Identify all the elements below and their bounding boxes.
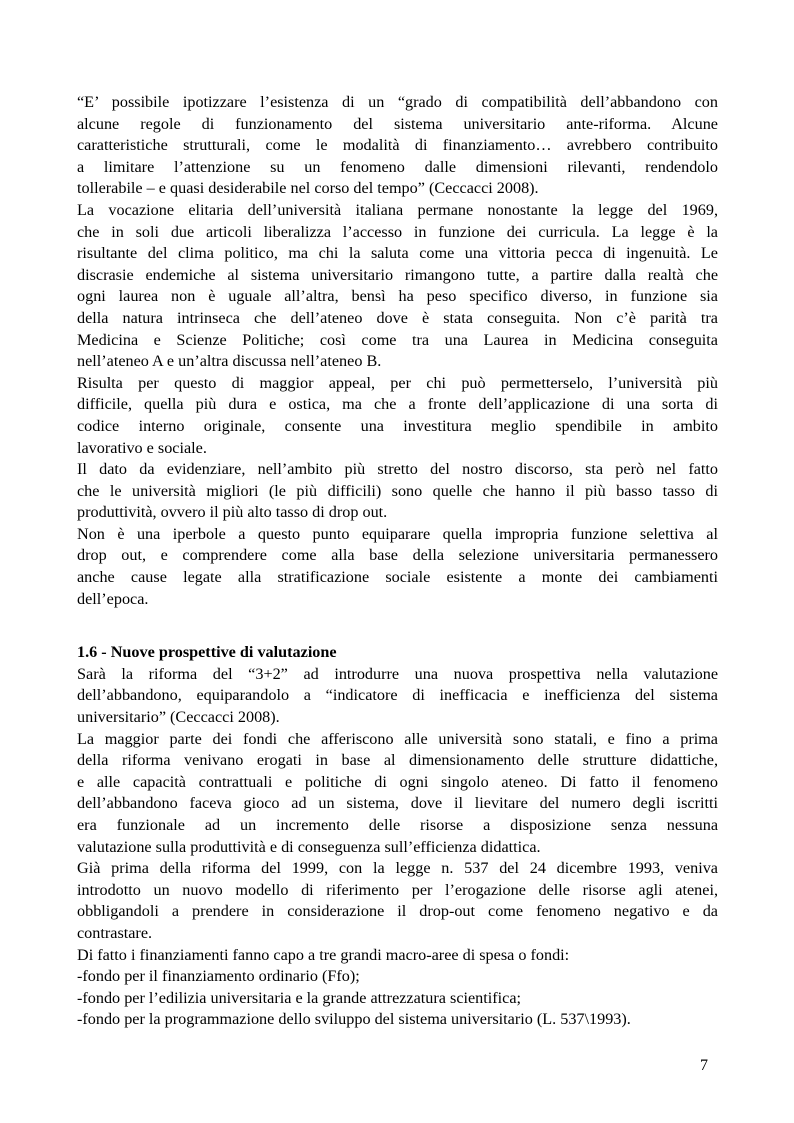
text-line: della natura intrinseca che dell’ateneo dove è stata conseguita. Non c’è parità tra [77,308,718,327]
text-line: contrastare. [77,923,153,942]
text-line: La maggior parte dei fondi che afferiscono alle università sono statali, e fino a prima [77,729,718,748]
section-body-text [77,664,718,1031]
text-line: valutazione sulla produttività e di conseguenza sull’efficienza didattica. [77,837,541,856]
text-line: codice interno originale, consente una investitura meglio spendibile in ambito [77,416,718,435]
text-line: -fondo per l’edilizia universitaria e la grande attrezzatura scientifica; [77,988,522,1007]
text-line: Medicina e Scienze Politiche; così come tra una Laurea in Medicina conseguita [77,330,718,349]
text-line: obbligandoli a prendere in considerazione il drop-out come fenomeno negativo e da [77,902,718,921]
text-line: Il dato da evidenziare, nell’ambito più stretto del nostro discorso, sta però nel fatto [77,460,718,479]
text-line: introdotto un nuovo modello di riferimento per l’erogazione delle risorse agli atenei, [77,880,718,899]
text-line: universitario” (Ceccacci 2008). [77,708,280,727]
text-line: ogni laurea non è uguale all’altra, bensì ha peso specifico diverso, in funzione sia [77,287,718,306]
text-line: della riforma venivano erogati in base al dimensionamento delle strutture didattiche, [77,751,718,770]
page-number: 7 [700,1057,708,1074]
text-line: anche cause legate alla stratificazione sociale esistente a monte dei cambiamenti [77,568,718,587]
text-line: Non è una iperbole a questo punto equiparare quella impropria funzione selettiva al [77,524,718,543]
text-line: alcune regole di funzionamento del sistema universitario ante-riforma. Alcune [77,114,718,133]
body-text-block [77,92,718,610]
text-line: tollerabile – e quasi desiderabile nel corso del tempo” (Ceccacci 2008). [77,179,539,198]
text-line: Sarà la riforma del “3+2” ad introdurre una nuova prospettiva nella valutazione [77,664,718,683]
text-line: che in soli due articoli liberalizza l’accesso in funzione dei curricula. La legge è la [77,222,718,241]
text-line: dell’abbandono faceva gioco ad un sistema, dove il lievitare del numero degli iscritti [77,794,718,813]
text-line: produttività, ovvero il più alto tasso di drop out. [77,503,388,522]
text-line: drop out, e comprendere come alla base della selezione universitaria permanessero [77,546,718,565]
text-line: La vocazione elitaria dell’università italiana permane nonostante la legge del 1969, [77,200,718,219]
text-line: risultante del clima politico, ma chi la saluta come una vittoria pecca di ingenuità. Le [77,244,718,263]
text-line: caratteristiche strutturali, come le modalità di finanziamento… avrebbero contribuito [77,136,718,155]
text-line: dell’epoca. [77,589,149,608]
text-line: era funzionale ad un incremento delle risorse a disposizione senza nessuna [77,816,718,834]
text-line: -fondo per il finanziamento ordinario (Ffo); [77,967,360,986]
text-line: che le università migliori (le più difficili) sono quelle che hanno il più basso tasso di [77,481,718,500]
text-line: lavorativo e sociale. [77,438,207,457]
text-line: Risulta per questo di maggior appeal, per chi può permetterselo, l’università più [77,373,718,392]
section-gap [77,610,718,642]
text-line: discrasie endemiche al sistema universitario rimangono tutte, a partire dalla realtà che [77,265,718,284]
text-line: difficile, quella più dura e ostica, ma che a fronte dell’applicazione di una sorta di [77,395,718,414]
document-page [77,92,718,1031]
text-line: a limitare l’attenzione su un fenomeno dalle dimensioni rilevanti, rendendolo [77,157,718,176]
text-line: dell’abbandono, equiparandolo a “indicatore di inefficacia e inefficienza del sistema [77,686,718,705]
text-line: Di fatto i finanziamenti fanno capo a tre grandi macro-aree di spesa o fondi: [77,945,570,964]
text-line: nell’ateneo A e un’altra discussa nell’ateneo B. [77,352,382,371]
text-line: e alle capacità contrattuali e politiche di ogni singolo ateneo. Di fatto il fenomeno [77,772,718,791]
text-line: -fondo per la programmazione dello sviluppo del sistema universitario (L. 537\1993). [77,1010,631,1029]
text-line: “E’ possibile ipotizzare l’esistenza di un “grado di compatibilità dell’abbandono con [77,93,718,111]
section-heading: 1.6 - Nuove prospettive di valutazione [77,643,337,662]
text-line: Già prima della riforma del 1999, con la legge n. 537 del 24 dicembre 1993, veniva [77,859,718,878]
